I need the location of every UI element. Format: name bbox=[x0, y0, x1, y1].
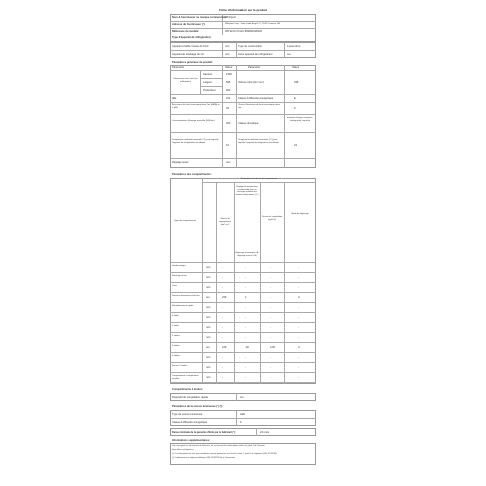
compartment-cell-f: - bbox=[270, 266, 271, 269]
table-row-divider bbox=[170, 352, 316, 353]
compartment-cell-v: - bbox=[222, 336, 223, 339]
compartment-cell-t: - bbox=[245, 266, 246, 269]
max-temp-label: Température ambiante maximale (°C) pour laquelle l'appareil de réfrigération est adapté bbox=[238, 139, 279, 144]
compartment-cell-d: - bbox=[298, 356, 299, 359]
four-star-heading: Compartiments 4 étoiles: bbox=[172, 388, 203, 391]
width-value: 595 bbox=[226, 81, 231, 84]
compartment-cell-v: 109 bbox=[222, 346, 227, 349]
other-label: Autre appareil de réfrigération: bbox=[238, 53, 274, 56]
table-row-divider bbox=[170, 302, 316, 303]
compartment-cell-t: - bbox=[245, 326, 246, 329]
compartment-name: Refroidissement rapide bbox=[172, 305, 194, 307]
construction-value: à pose libre bbox=[287, 45, 301, 48]
compartment-cell-v: - bbox=[222, 326, 223, 329]
compartment-cell-present: oui bbox=[206, 346, 210, 349]
compartment-cell-present: non bbox=[206, 286, 211, 289]
compartment-cell-v: - bbox=[222, 316, 223, 319]
table-row-divider bbox=[170, 292, 316, 293]
eei-label: IEE bbox=[172, 97, 177, 100]
noise-value: 35 bbox=[226, 107, 229, 110]
compartments-heading: Paramètres des compartiments: bbox=[172, 173, 212, 176]
volume-value: 338 bbox=[294, 81, 299, 84]
col-type: Type de compartiment bbox=[174, 220, 196, 222]
compartment-cell-d: - bbox=[298, 366, 299, 369]
compartment-cell-present: non bbox=[206, 356, 211, 359]
depth-value: 660 bbox=[226, 89, 231, 92]
dims-label: Dimensions hors tout (en millimètres) bbox=[173, 78, 198, 83]
winter-value: non bbox=[226, 161, 231, 164]
noise-class-label: Classe d'émission de bruit acoustique dans l'air bbox=[238, 104, 281, 109]
climate-label: Classe climatique: bbox=[238, 122, 260, 125]
compartment-cell-d: - bbox=[298, 316, 299, 319]
compartment-cell-f: - bbox=[270, 336, 271, 339]
energy-class-value: E bbox=[294, 97, 296, 100]
table-row-divider bbox=[170, 382, 316, 383]
compartment-name: Cave bbox=[172, 285, 177, 287]
compartment-cell-t: - bbox=[245, 276, 246, 279]
compartment-cell-v: - bbox=[222, 286, 223, 289]
guarantee-value: 24 mois bbox=[260, 431, 270, 434]
compartment-name: Compartiment à température variable bbox=[172, 375, 199, 380]
compartment-cell-d: - bbox=[298, 376, 299, 379]
light-class-value: F bbox=[240, 421, 242, 424]
compartments-table bbox=[170, 178, 316, 384]
model-value: W5 921C 0X EU 869991628120 bbox=[225, 30, 263, 33]
compartment-cell-d: - bbox=[298, 276, 299, 279]
col-param-2: Paramètre bbox=[248, 66, 261, 69]
compartment-cell-f: - bbox=[270, 326, 271, 329]
compartment-cell-t: - bbox=[245, 316, 246, 319]
compartment-cell-f: 4,00 bbox=[270, 346, 276, 349]
compartment-cell-present: non bbox=[206, 316, 211, 319]
extra-heading: Informations supplémentaires: bbox=[172, 439, 210, 442]
table-row-divider bbox=[170, 282, 316, 283]
compartment-cell-t: - bbox=[245, 286, 246, 289]
eei-value: 102 bbox=[226, 97, 231, 100]
climate-value: tempérée élargie, tempérée, subtropicale, tropicale bbox=[286, 117, 314, 122]
compartment-cell-f: - bbox=[270, 376, 271, 379]
compartment-cell-present: non bbox=[206, 266, 211, 269]
volume-label: Volume total (dm³ ou l) bbox=[238, 81, 265, 84]
energy-class-label: Classe d'efficacité énergétique bbox=[238, 97, 274, 100]
compartment-cell-v: - bbox=[222, 276, 223, 279]
compartment-cell-d: - bbox=[298, 306, 299, 309]
wine-label: Appareil de stockage du vin: bbox=[172, 53, 205, 56]
compartment-cell-v: - bbox=[222, 366, 223, 369]
compartment-cell-f: - bbox=[270, 316, 271, 319]
wine-value: non bbox=[225, 53, 230, 56]
compartment-cell-t: - bbox=[245, 366, 246, 369]
model-label: Référence du modèle: bbox=[172, 30, 200, 33]
address-label: Adresse du fournisseur (¹): bbox=[172, 23, 206, 26]
compartment-cell-v: 229 bbox=[222, 296, 227, 299]
compartment-name: 0 étoile bbox=[172, 315, 179, 317]
compartment-cell-f: - bbox=[270, 366, 271, 369]
compartment-cell-v: - bbox=[222, 356, 223, 359]
device-type-heading: Type d'appareil de réfrigération: bbox=[172, 36, 212, 39]
compartment-cell-v: - bbox=[222, 376, 223, 379]
max-temp-value: 43 bbox=[294, 144, 297, 147]
col-value-2: Valeur bbox=[292, 66, 300, 69]
col-temp: Réglage de température recommandé pour un stockage optimisé des denrées alimentaires (°C) bbox=[235, 186, 259, 196]
col-volume: Volume du compartiment (dm³ ou l) bbox=[218, 218, 232, 226]
width-label: Largeur bbox=[203, 81, 212, 84]
compartment-name: 4 étoiles bbox=[172, 355, 180, 357]
table-row-divider bbox=[170, 372, 316, 373]
compartment-cell-t: -18 bbox=[245, 346, 249, 349]
compartment-cell-d: A bbox=[298, 296, 300, 299]
compartment-cell-t: - bbox=[245, 356, 246, 359]
light-heading: Paramètres de la source lumineuse (¹) (²): bbox=[172, 405, 224, 408]
compartment-cell-v: - bbox=[222, 306, 223, 309]
compartment-name: 3 étoiles bbox=[172, 345, 180, 347]
fiche-title: Fiche d'information sur le produit bbox=[219, 8, 267, 12]
compartment-name: 2 étoiles bbox=[172, 335, 180, 337]
compartment-cell-present: non bbox=[206, 326, 211, 329]
compartment-cell-d: - bbox=[298, 266, 299, 269]
compartment-cell-d: A bbox=[298, 346, 300, 349]
compartment-cell-t: 4 bbox=[245, 296, 247, 299]
compartment-cell-present: oui bbox=[206, 296, 210, 299]
table-row-divider bbox=[170, 272, 316, 273]
light-type-value: LED bbox=[240, 413, 246, 416]
compartment-cell-t: - bbox=[245, 336, 246, 339]
height-value: 1990 bbox=[226, 73, 232, 76]
col-params: Paramètres et valeurs du compartiment bbox=[240, 178, 278, 180]
light-type-label: Type de source lumineuse bbox=[172, 413, 203, 416]
compartment-cell-d: - bbox=[298, 336, 299, 339]
table-row-divider bbox=[170, 322, 316, 323]
compartment-cell-d: - bbox=[298, 326, 299, 329]
compartment-cell-t: - bbox=[245, 376, 246, 379]
construction-label: Type de construction: bbox=[238, 45, 263, 48]
compartment-cell-v: - bbox=[222, 266, 223, 269]
quick-freeze-label: Dispositif de congélation rapide bbox=[172, 396, 209, 399]
guarantee-label: Durée minimale de la garantie offerte par le fabricant (¹): bbox=[172, 431, 236, 434]
brand-label: Nom & fournisseur ou marque commerciale: bbox=[172, 16, 227, 19]
address-value: Whirlpool Corp., Viale Guido Borghi 27, 21025 Comerio, VA bbox=[225, 23, 280, 25]
min-temp-label: Température ambiante minimale (°C) pour laquelle l'appareil de réfrigération est adapté bbox=[172, 139, 219, 144]
compartment-name: Stockage du vin bbox=[172, 275, 187, 277]
extra-footnote-1: (¹) Ces informations ne sont pas considérées comme pertinentes aux fins de l'article 2, point 6, du règlement (UE) 2017/1369. bbox=[172, 453, 278, 455]
product-fiche bbox=[170, 8, 316, 478]
consumption-label: Consommation d'énergie annuelle (kWh/an) bbox=[172, 120, 215, 122]
compartment-cell-d: - bbox=[298, 286, 299, 289]
low-noise-label: Appareil à faible niveau de bruit: bbox=[172, 45, 210, 48]
compartment-name: Denrées alimentaires fraîches bbox=[172, 295, 200, 297]
compartment-name: Section 2 étoiles bbox=[172, 365, 188, 367]
table-row-divider bbox=[170, 332, 316, 333]
defrost-note: (dégivrage automatique = A, dégivrage manuel = M) bbox=[235, 252, 259, 257]
light-class-label: Classe d'efficacité énergétique bbox=[172, 421, 208, 424]
compartment-cell-f: - bbox=[270, 306, 271, 309]
general-heading: Paramètres généraux du produit: bbox=[172, 61, 213, 64]
other-value: oui bbox=[287, 53, 291, 56]
table-row-divider bbox=[170, 342, 316, 343]
compartment-cell-present: non bbox=[206, 306, 211, 309]
noise-class-value: C bbox=[294, 107, 296, 110]
consumption-value: 300 bbox=[226, 122, 231, 125]
extra-footnote-2: (²) Conformément au règlement délégué (UE) 2019/2015 de la Commission. bbox=[172, 457, 236, 459]
compartment-cell-present: non bbox=[206, 276, 211, 279]
compartment-name: Garde-manger bbox=[172, 265, 186, 267]
compartment-cell-present: non bbox=[206, 336, 211, 339]
compartment-cell-f: - bbox=[270, 356, 271, 359]
table-row-divider bbox=[170, 362, 316, 363]
compartment-name: 1 étoile bbox=[172, 325, 179, 327]
compartment-cell-f: - bbox=[270, 296, 271, 299]
col-defrost: Mode de dégivrage bbox=[291, 213, 309, 215]
col-freeze: Pouvoir de congélation (kg/24 h) bbox=[261, 216, 283, 221]
quick-freeze-value: oui bbox=[240, 396, 244, 399]
col-value: Valeur bbox=[225, 66, 233, 69]
winter-label: Réglage Hiver: bbox=[172, 161, 190, 164]
noise-label: Émissions de bruit acoustique dans l'air [dB(A) re 1 pW] bbox=[172, 104, 220, 109]
compartment-cell-f: - bbox=[270, 276, 271, 279]
compartment-cell-present: non bbox=[206, 366, 211, 369]
depth-label: Profondeur bbox=[203, 89, 216, 92]
extra-line-1: Lien renvoyant au site internet du fabricant, où se trouvent les informations visées au point 4 de l'annexe: bbox=[172, 445, 265, 447]
height-label: Hauteur bbox=[203, 73, 213, 76]
compartment-cell-t: - bbox=[245, 306, 246, 309]
table-row-divider bbox=[170, 312, 316, 313]
compartment-cell-f: - bbox=[270, 286, 271, 289]
col-param: Paramètre bbox=[172, 66, 185, 69]
min-temp-value: 10 bbox=[226, 144, 229, 147]
extra-link[interactable]: https://docs.whirlpool.eu bbox=[172, 449, 194, 451]
brand-value: Whirlpool bbox=[225, 16, 236, 19]
low-noise-value: non bbox=[225, 45, 230, 48]
compartment-cell-present: non bbox=[206, 376, 211, 379]
